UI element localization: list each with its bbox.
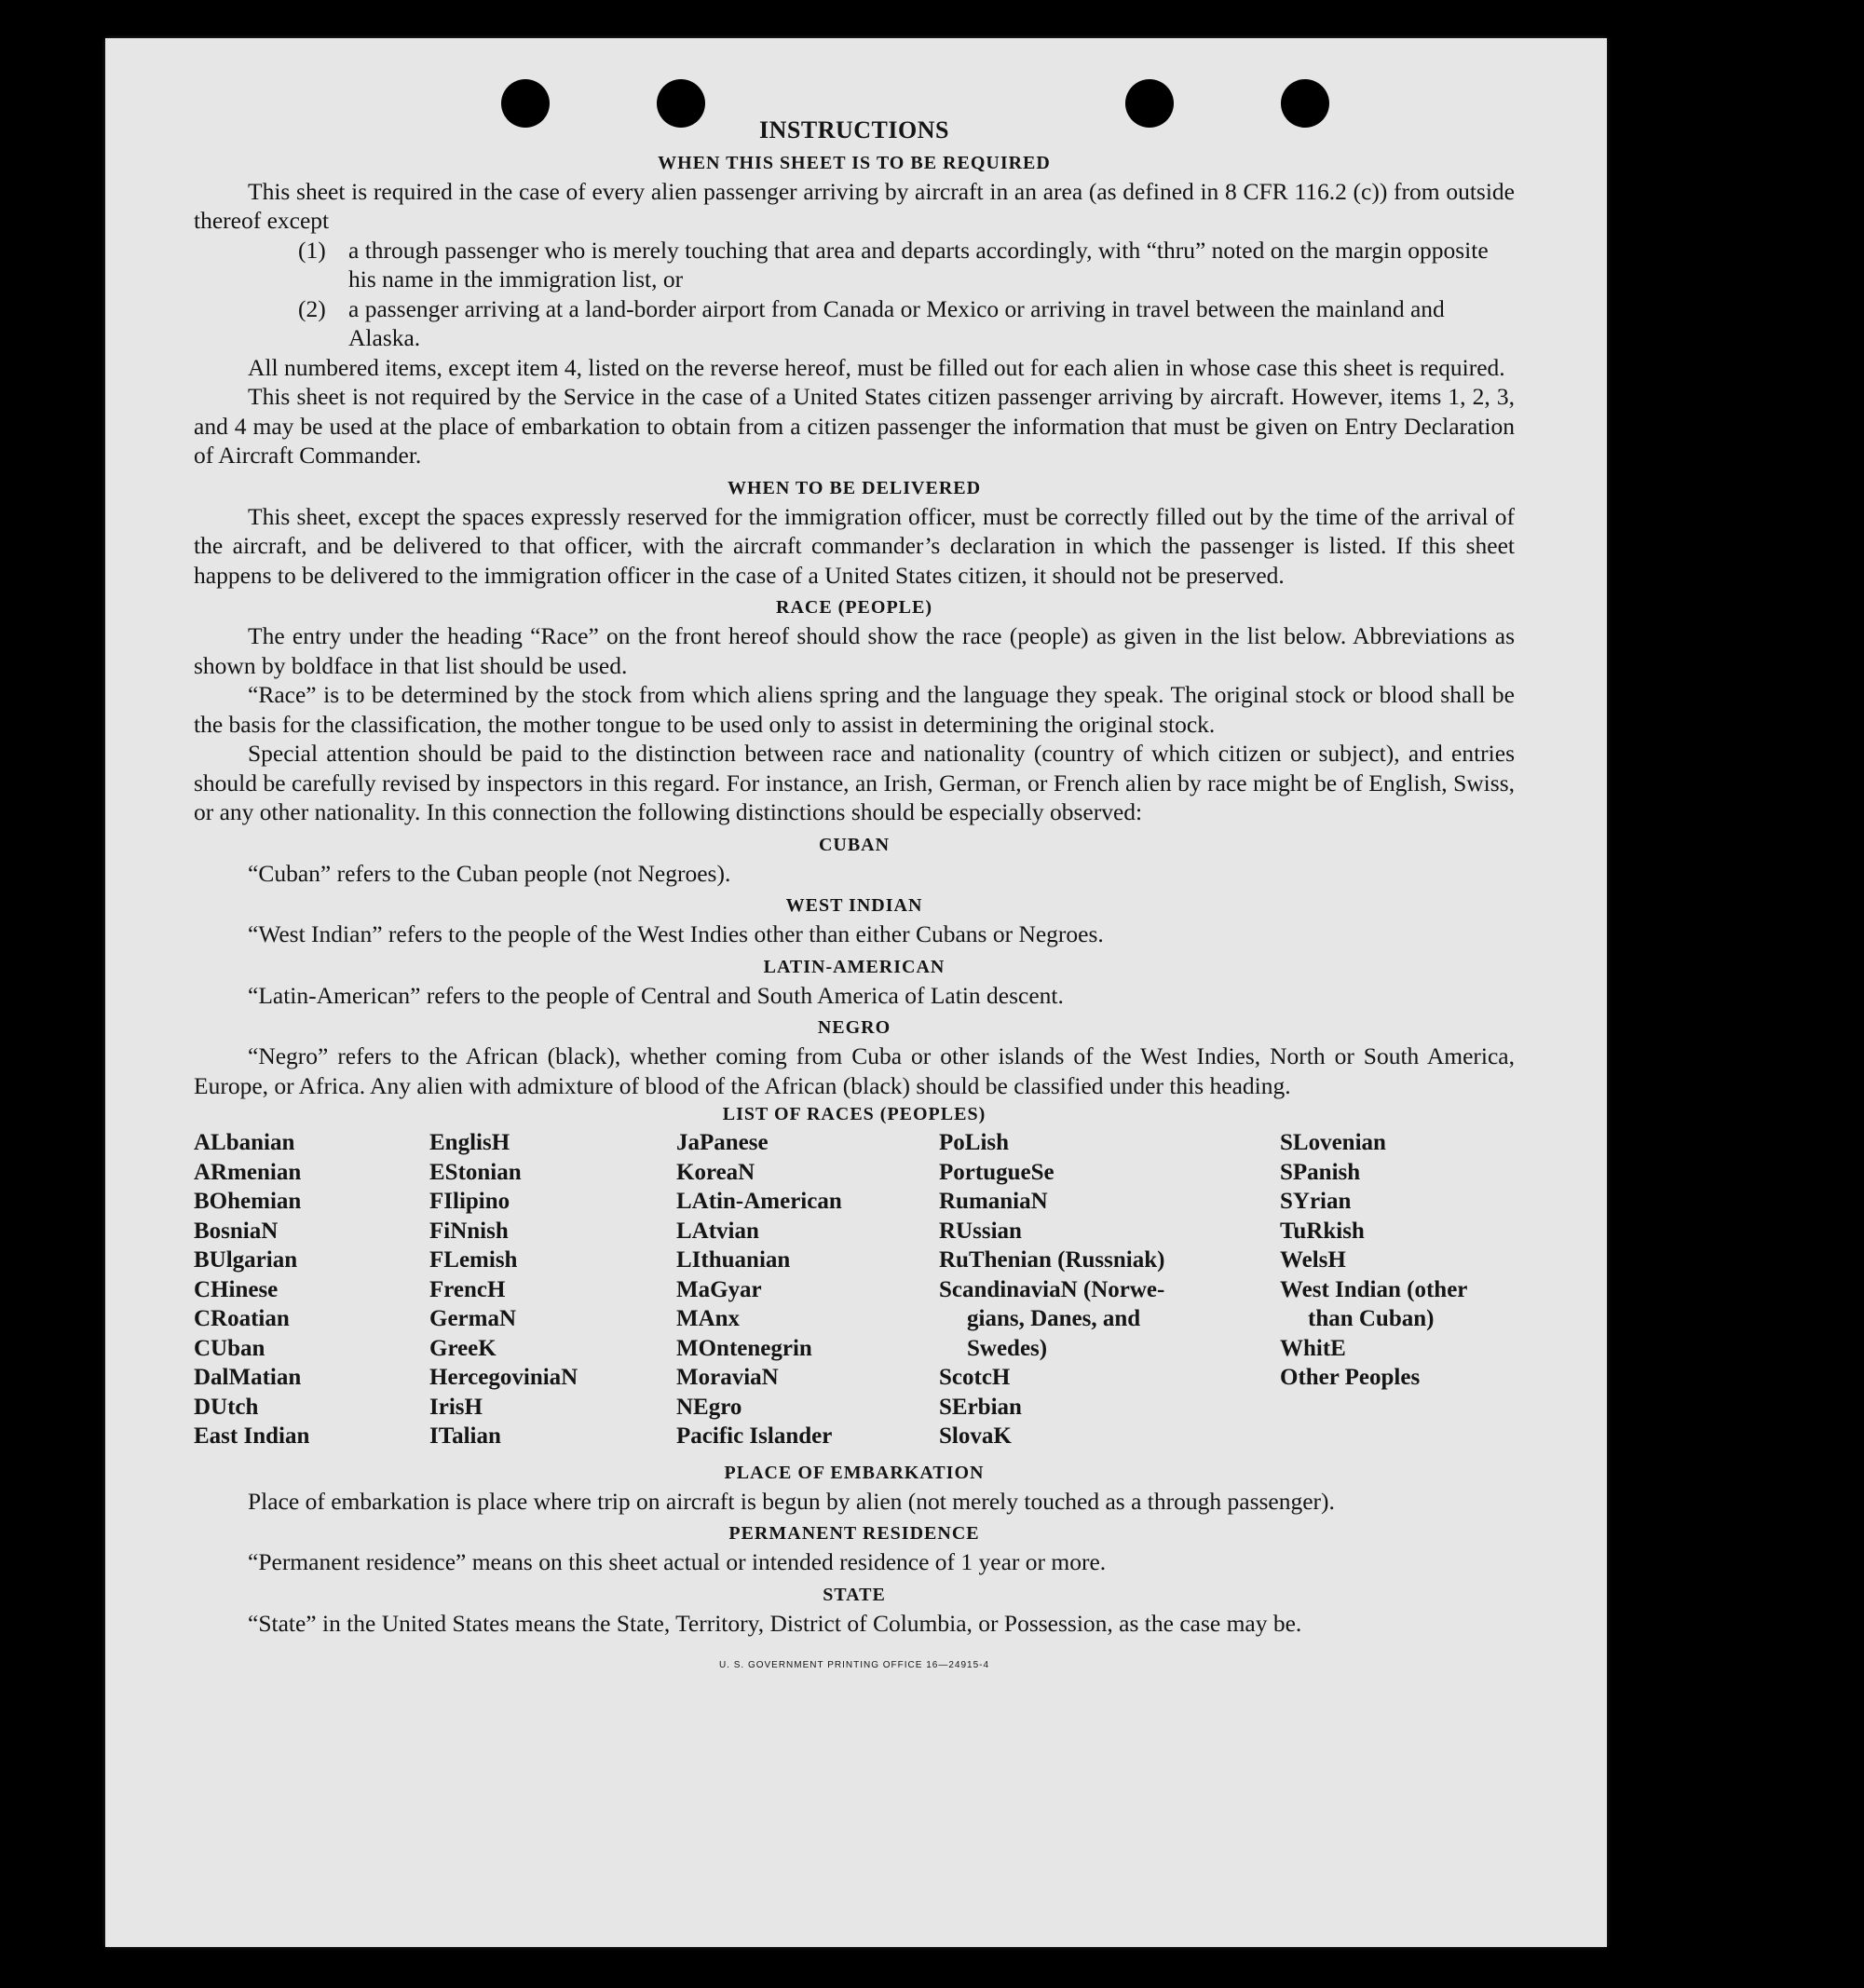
race-entry: EnglisH: [429, 1130, 510, 1155]
race-entry: West Indian (other: [1280, 1276, 1468, 1302]
race-entry: ITalian: [429, 1423, 501, 1449]
race-entry: SLovenian: [1280, 1130, 1386, 1155]
race-entry: FiNnish: [429, 1218, 509, 1244]
race-entry: PortugueSe: [939, 1159, 1054, 1185]
race-entry: JaPanese: [676, 1130, 769, 1155]
page-title: INSTRUCTIONS: [759, 116, 949, 143]
race-entry: EStonian: [429, 1159, 522, 1185]
item-number: (2): [298, 294, 326, 322]
item-text: a through passenger who is merely touching that area and departs accordingly, with “thru” noted on the margin opposite his name in the immigration list, or: [348, 236, 1489, 293]
race-entry: MoraviaN: [676, 1365, 779, 1390]
paragraph: This sheet, except the spaces expressly reserved for the immigration officer, must be correctly filled out by the time of the arrival of the aircraft, and be delivered to that officer, with the aircraft commander’s declaration in which the passenger is listed. If this sheet happens to be delivered to the immigration officer in the case of a United States citizen, it should not be preserved.: [194, 502, 1515, 589]
section-heading: LATIN-AMERICAN: [763, 956, 946, 977]
race-entry: LAtvian: [676, 1218, 759, 1244]
races-column-1: [194, 1128, 429, 1451]
race-entry-continued: Swedes): [967, 1335, 1048, 1361]
race-entry: LAtin-American: [676, 1189, 842, 1214]
section-heading: RACE (PEOPLE): [776, 597, 932, 618]
paragraph: Place of embarkation is place where trip on aircraft is begun by alien (not merely touched as a through passenger).: [248, 1487, 1335, 1515]
race-entry: FrencH: [429, 1276, 506, 1302]
item-text: a passenger arriving at a land-border airport from Canada or Mexico or arriving in travel between the mainland and Alaska.: [348, 294, 1445, 351]
races-column-2: [429, 1128, 676, 1451]
section-heading: NEGRO: [817, 1017, 891, 1038]
race-entry: FIlipino: [429, 1189, 510, 1214]
race-entry-continued: gians, Danes, and: [967, 1306, 1141, 1331]
section-heading: WHEN THIS SHEET IS TO BE REQUIRED: [658, 152, 1051, 173]
printer-imprint: U. S. GOVERNMENT PRINTING OFFICE 16—24915-4: [718, 1660, 990, 1670]
race-entry: WelsH: [1280, 1247, 1346, 1273]
race-entry: BOhemian: [194, 1189, 302, 1214]
race-entry: MOntenegrin: [676, 1335, 812, 1361]
paragraph: This sheet is required in the case of every alien passenger arriving by aircraft in an area (as defined in 8 CFR 116.2 (c)) from outside thereof except: [194, 177, 1515, 234]
race-entry: ARmenian: [194, 1159, 302, 1185]
race-entry: PoLish: [939, 1130, 1010, 1155]
paragraph: “Permanent residence” means on this sheet actual or intended residence of 1 year or more.: [248, 1548, 1107, 1575]
paragraph: “Latin-American” refers to the people of Central and South America of Latin descent.: [248, 981, 1064, 1009]
race-entry: LIthuanian: [676, 1247, 791, 1273]
race-entry: East Indian: [194, 1423, 310, 1449]
section-heading: WHEN TO BE DELIVERED: [727, 477, 982, 498]
race-entry: BUlgarian: [194, 1247, 298, 1273]
race-entry: NEgro: [676, 1394, 742, 1420]
race-entry: RuThenian (Russniak): [939, 1247, 1165, 1273]
race-entry: ScotcH: [939, 1365, 1011, 1390]
race-entry: SlovaK: [939, 1423, 1012, 1449]
race-entry: WhitE: [1280, 1335, 1346, 1361]
race-entry: Other Peoples: [1280, 1365, 1421, 1390]
race-entry: CUban: [194, 1335, 265, 1361]
section-heading: LIST OF RACES (PEOPLES): [722, 1104, 986, 1124]
races-list: [194, 1128, 1515, 1451]
race-entry: ALbanian: [194, 1130, 295, 1155]
section-heading: CUBAN: [818, 834, 891, 855]
race-entry: ScandinaviaN (Norwe-: [939, 1276, 1165, 1302]
race-entry: TuRkish: [1280, 1218, 1365, 1244]
race-entry: SYrian: [1280, 1189, 1352, 1214]
race-entry: Pacific Islander: [676, 1423, 833, 1449]
document-page: [105, 38, 1607, 1947]
section-heading: STATE: [823, 1584, 886, 1605]
paragraph: The entry under the heading “Race” on the front hereof should show the race (people) as given in the list below. Abbreviations as shown by boldface in that list should be used.: [194, 622, 1515, 679]
section-heading: PLACE OF EMBARKATION: [724, 1462, 985, 1483]
paragraph: All numbered items, except item 4, listed on the reverse hereof, must be filled out for each alien in whose case this sheet is required.: [248, 353, 1505, 381]
paragraph: This sheet is not required by the Service in the case of a United States citizen passenger arriving by aircraft. However, items 1, 2, 3, and 4 may be used at the place of embarkation to obtain from a citizen passenger the information that must be given on Entry Declaration of Aircraft Commander.: [194, 383, 1515, 469]
race-entry: CHinese: [194, 1276, 279, 1302]
item-number: (1): [298, 236, 326, 264]
race-entry: MaGyar: [676, 1276, 762, 1302]
race-entry: GreeK: [429, 1335, 497, 1361]
paragraph: “Negro” refers to the African (black), whether coming from Cuba or other islands of the West Indies, North or South America, Europe, or Africa. Any alien with admixture of blood of the African (black) should be classified under this heading.: [194, 1042, 1515, 1099]
section-heading: WEST INDIAN: [785, 895, 923, 916]
race-entry: SPanish: [1280, 1159, 1361, 1185]
races-column-3: [676, 1128, 939, 1451]
race-entry: HercegoviniaN: [429, 1365, 578, 1390]
paragraph: “Cuban” refers to the Cuban people (not Negroes).: [248, 859, 731, 887]
list-item: [298, 294, 1515, 353]
race-entry: BosniaN: [194, 1218, 279, 1244]
races-column-4: [939, 1128, 1280, 1451]
race-entry-continued: than Cuban): [1308, 1306, 1435, 1331]
paragraph: Special attention should be paid to the distinction between race and nationality (country of which citizen or subject), and entries should be carefully revised by inspectors in this regard. For instance, an Irish, German, or French alien by race might be of English, Swiss, or any other nationality. In this connection the following distinctions should be especially observed:: [194, 740, 1515, 825]
race-entry: KoreaN: [676, 1159, 755, 1185]
paragraph: “State” in the United States means the State, Territory, District of Columbia, or Possession, as the case may be.: [248, 1609, 1302, 1637]
races-column-5: [1280, 1128, 1515, 1451]
race-entry: RUssian: [939, 1218, 1022, 1244]
instructions-body: [194, 116, 1515, 1681]
race-entry: IrisH: [429, 1394, 483, 1420]
race-entry: SErbian: [939, 1394, 1022, 1420]
race-entry: RumaniaN: [939, 1189, 1048, 1214]
section-heading: PERMANENT RESIDENCE: [728, 1523, 980, 1544]
race-entry: CRoatian: [194, 1306, 290, 1331]
race-entry: GermaN: [429, 1306, 517, 1331]
paragraph: “Race” is to be determined by the stock from which aliens spring and the language they speak. The original stock or blood shall be the basis for the classification, the mother tongue to be used only to assist in determining the original stock.: [194, 681, 1515, 738]
race-entry: DalMatian: [194, 1365, 302, 1390]
race-entry: DUtch: [194, 1394, 259, 1420]
list-item: [298, 236, 1515, 294]
race-entry: MAnx: [676, 1306, 741, 1331]
paragraph: “West Indian” refers to the people of the West Indies other than either Cubans or Negroes.: [248, 920, 1104, 947]
race-entry: FLemish: [429, 1247, 518, 1273]
